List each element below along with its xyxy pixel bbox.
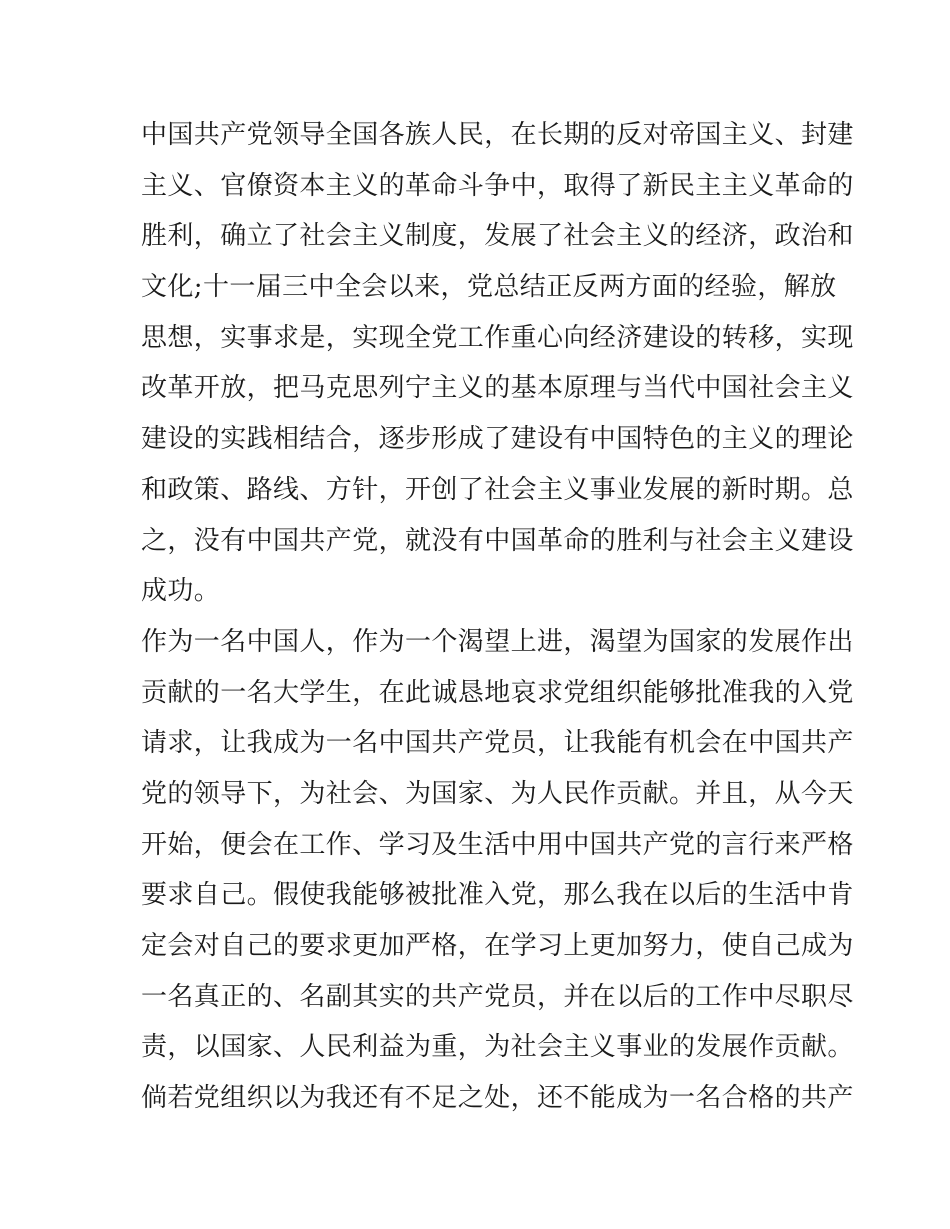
text-line: 请求，让我成为一名中国共产党员，让我能有机会在中国共产 <box>141 728 854 759</box>
text-line: 定会对自己的要求更加严格，在学习上更加努力，使自己成为 <box>141 931 854 961</box>
text-line: 主义、官僚资本主义的革命斗争中，取得了新民主主义革命的 <box>141 170 854 201</box>
text-line: 一名真正的、名副其实的共产党员，并在以后的工作中尽职尽 <box>141 981 854 1012</box>
text-line: 改革开放，把马克思列宁主义的基本原理与当代中国社会主义 <box>141 373 854 404</box>
text-line: 责，以国家、人民利益为重，为社会主义事业的发展作贡献。 <box>141 1032 854 1063</box>
text-line: 作为一名中国人，作为一个渴望上进，渴望为国家的发展作出 <box>141 626 854 657</box>
body-text <box>141 110 854 1124</box>
text-line: 倘若党组织以为我还有不足之处，还不能成为一名合格的共产 <box>141 1083 854 1114</box>
text-line: 中国共产党领导全国各族人民，在长期的反对帝国主义、封建 <box>141 120 854 150</box>
text-line: 贡献的一名大学生，在此诚恳地哀求党组织能够批准我的入党 <box>141 677 854 708</box>
text-line: 和政策、路线、方针，开创了社会主义事业发展的新时期。总 <box>141 474 854 505</box>
text-line: 开始，便会在工作、学习及生活中用中国共产党的言行来严格 <box>141 829 854 860</box>
text-line: 胜利，确立了社会主义制度，发展了社会主义的经济，政治和 <box>141 221 854 252</box>
text-line: 要求自己。假使我能够被批准入党，那么我在以后的生活中肯 <box>141 880 854 911</box>
text-line: 建设的实践相结合，逐步形成了建设有中国特色的主义的理论 <box>141 424 854 455</box>
text-line: 成功。 <box>141 576 221 607</box>
text-line: 党的领导下，为社会、为国家、为人民作贡献。并且，从今天 <box>141 778 854 809</box>
text-line: 之，没有中国共产党，就没有中国革命的胜利与社会主义建设 <box>141 525 854 556</box>
text-line: 思想，实事求是，实现全党工作重心向经济建设的转移，实现 <box>141 322 854 353</box>
text-line: 文化;十一届三中全会以来，党总结正反两方面的经验，解放 <box>141 272 837 303</box>
